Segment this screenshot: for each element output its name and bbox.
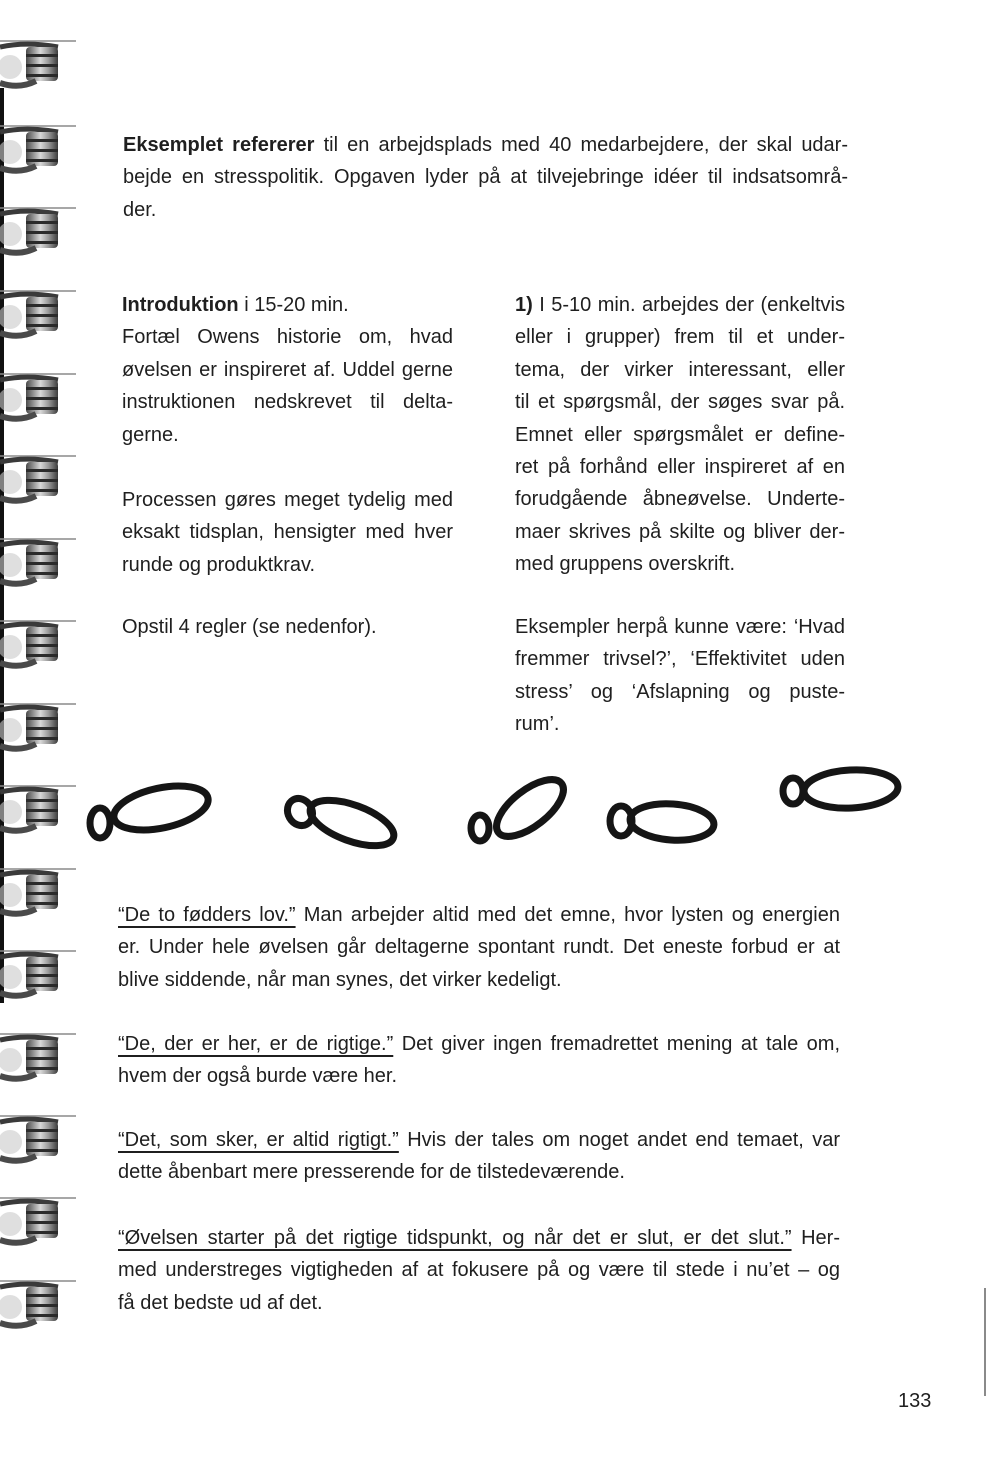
rule-title: “De to fødders lov.” xyxy=(118,904,296,926)
spiral-ring xyxy=(0,456,76,501)
text-run: I 5-10 min. arbejdes der (enkeltvis xyxy=(532,294,845,316)
text-line xyxy=(122,289,453,321)
rules-note xyxy=(122,611,453,643)
text-line: maer skrives på skilte og bliver der- xyxy=(515,520,845,543)
introduction-heading: Introduktion xyxy=(122,294,239,316)
footprint-icon xyxy=(783,768,899,811)
text-line: stress’ og ‘Afslapning og puste- xyxy=(515,680,845,703)
text-line xyxy=(118,1124,840,1156)
text-run: i 15-20 min. xyxy=(238,294,349,316)
footprint-icon xyxy=(610,801,715,843)
text-line: øvelsen er inspireret af. Uddel gerne xyxy=(122,358,453,381)
footprint-toe xyxy=(90,808,110,838)
footprint-icon xyxy=(283,791,400,855)
text-line xyxy=(123,129,848,161)
spiral-ring xyxy=(0,869,76,914)
rule-paragraph xyxy=(118,1028,840,1093)
text-line: blive siddende, når man synes, det virker kedeligt. xyxy=(118,968,562,991)
text-line: til et spørgsmål, der søges svar på. xyxy=(515,391,845,414)
text-line: Processen gøres meget tydelig med xyxy=(122,489,453,511)
page-number: 133 xyxy=(898,1390,932,1412)
text-line: er. Under hele øvelsen går deltagerne spontant rundt. Det eneste forbud er at xyxy=(118,936,840,959)
rule-title: “De, der er her, er de rigtige.” xyxy=(118,1033,394,1055)
spiral-ring xyxy=(0,1198,76,1243)
introduction-block xyxy=(122,289,453,451)
spiral-ring xyxy=(0,951,76,996)
footprint-sole xyxy=(803,768,899,811)
footprint-toe xyxy=(471,815,489,841)
rule-paragraph xyxy=(118,1124,840,1189)
process-paragraph xyxy=(122,484,453,581)
text-line: ret på forhånd eller inspireret af en xyxy=(515,455,845,478)
step-one-paragraph xyxy=(515,289,845,581)
text-line: eller i grupper) frem til et under- xyxy=(515,326,845,349)
spiral-ring xyxy=(0,1034,76,1079)
text-run: Man arbejder altid med det emne, hvor lysten og energien xyxy=(295,904,840,926)
spiral-ring xyxy=(0,291,76,336)
footprint-icon xyxy=(471,769,573,847)
spiral-ring xyxy=(0,41,76,86)
footprint-icon xyxy=(90,778,212,838)
footprint-sole xyxy=(629,801,715,843)
spiral-ring xyxy=(0,374,76,419)
text-line: der. xyxy=(123,198,157,221)
text-line: Emnet eller spørgsmålet er define- xyxy=(515,423,845,446)
text-line: få det bedste ud af det. xyxy=(118,1291,323,1314)
spiral-ring xyxy=(0,126,76,171)
spiral-ring xyxy=(0,621,76,666)
examples-paragraph xyxy=(515,611,845,741)
rule-paragraph xyxy=(118,899,840,996)
text-run: til en arbejdsplads med 40 medarbejdere, der skal udar- xyxy=(314,134,848,156)
scan-edge-line xyxy=(984,1288,986,1396)
text-line: med gruppens overskrift. xyxy=(515,553,736,576)
spiral-ring xyxy=(0,539,76,584)
rule-paragraph xyxy=(118,1222,840,1319)
text-line xyxy=(515,289,845,321)
text-line: Opstil 4 regler (se nedenfor). xyxy=(122,616,377,638)
text-line: med understreges vigtigheden af at fokusere på og være til stede i nu’et – og xyxy=(118,1259,840,1282)
spiral-binding-icon xyxy=(0,0,80,1462)
text-line: eksakt tidsplan, hensigter med hver xyxy=(122,521,453,544)
intro-paragraph xyxy=(123,129,848,226)
footprint-toe xyxy=(783,778,803,804)
rule-title: “Det, som sker, er altid rigtigt.” xyxy=(118,1129,399,1151)
text-line xyxy=(118,1222,840,1254)
footprint-sole xyxy=(110,778,212,837)
text-line xyxy=(118,1028,840,1060)
spiral-ring xyxy=(0,1281,76,1326)
text-line: fremmer trivsel?’, ‘Effektivitet uden xyxy=(515,648,845,671)
text-line: forudgående åbneøvelse. Underte- xyxy=(515,488,845,511)
text-line: hvem der også burde være her. xyxy=(118,1065,398,1088)
text-line: instruktionen nedskrevet til delta- xyxy=(122,391,453,414)
text-line: bejde en stresspolitik. Opgaven lyder på at tilvejebringe idéer til indsatsområ- xyxy=(123,166,848,189)
rule-title: “Øvelsen starter på det rigtige tidspunkt, og når det er slut, er det slut.” xyxy=(118,1227,792,1249)
text-run: Hvis der tales om noget andet end temaet, var xyxy=(398,1129,840,1151)
text-line: tema, der virker interessant, eller xyxy=(515,358,845,381)
text-run: Det giver ingen fremadrettet mening at tale om, xyxy=(393,1033,840,1055)
step-number: 1) xyxy=(515,294,533,316)
text-line xyxy=(118,899,840,931)
footprint-sole xyxy=(487,769,572,847)
text-line: rum’. xyxy=(515,713,560,736)
text-line: Eksempler herpå kunne være: ‘Hvad xyxy=(515,616,845,638)
footprint-sole xyxy=(304,791,399,855)
footprints-row xyxy=(0,740,999,860)
text-line: runde og produktkrav. xyxy=(122,553,316,576)
text-line: gerne. xyxy=(122,423,179,446)
text-line: Fortæl Owens historie om, hvad xyxy=(122,326,453,349)
spiral-ring xyxy=(0,1116,76,1161)
text-run: Her- xyxy=(791,1227,840,1249)
spiral-ring xyxy=(0,208,76,253)
text-line: dette åbenbart mere presserende for de tilstedeværende. xyxy=(118,1161,625,1184)
intro-lead: Eksemplet refererer xyxy=(123,134,315,156)
